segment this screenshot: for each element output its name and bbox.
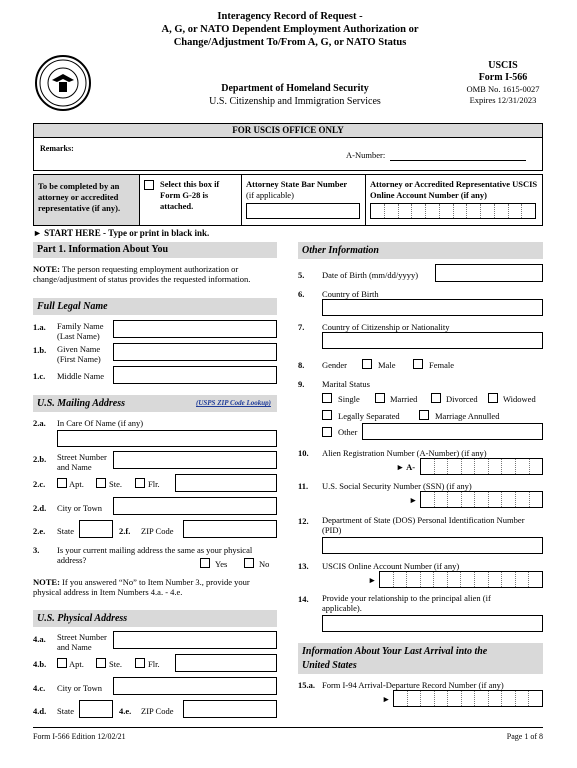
item-14-number: 14. [298, 594, 309, 604]
widowed-label: Widowed [503, 394, 536, 404]
given-name-label: Given Name (First Name) [57, 344, 101, 364]
zip-input[interactable] [183, 520, 277, 538]
city-label: City or Town [57, 503, 103, 513]
mailing-address-header: U.S. Mailing Address (USPS ZIP Code Lookup) [33, 395, 277, 412]
item-2e-number: 2.e. [33, 526, 46, 536]
ssn-arrow-icon: ► [409, 495, 418, 505]
item-12-number: 12. [298, 516, 309, 526]
item-10-number: 10. [298, 448, 309, 458]
dhs-seal-icon [35, 55, 91, 111]
care-of-label: In Care Of Name (if any) [57, 418, 144, 428]
zip-lookup-link[interactable]: (USPS ZIP Code Lookup) [196, 399, 271, 407]
item-2d-number: 2.d. [33, 503, 47, 513]
physical-street-input[interactable] [113, 631, 277, 649]
ssn-label: U.S. Social Security Number (SSN) (if any) [322, 481, 472, 491]
physical-address-note: NOTE: If you answered “No” to Item Number 3., provide your physical address in Item Numbers 4.a. - 4.e. [33, 577, 250, 597]
flr-label: Flr. [148, 479, 160, 489]
flr-checkbox[interactable] [135, 478, 145, 488]
gender-label: Gender [322, 360, 348, 370]
form-id-block: USCIS Form I-566 OMB No. 1615-0027 Expires 12/31/2023 [466, 60, 540, 105]
attorney-box [33, 174, 543, 226]
form-title: Interagency Record of Request - A, G, or NATO Dependent Employment Authorization or Change/Adjustment To/From A, G, or NATO Status [161, 11, 419, 48]
other-marital-label: Other [338, 427, 358, 437]
other-marital-input[interactable] [362, 423, 543, 440]
same-address-no-checkbox[interactable] [244, 558, 254, 568]
item-4e-number: 4.e. [119, 706, 132, 716]
part1-title: Part 1. Information About You [33, 242, 277, 258]
apt-label: Apt. [69, 479, 84, 489]
country-of-birth-label: Country of Birth [322, 289, 379, 299]
online-account-cell [366, 175, 542, 225]
item-1c-number: 1.c. [33, 371, 46, 381]
item-2b-number: 2.b. [33, 454, 47, 464]
footer-edition: Form I-566 Edition 12/02/21 [33, 732, 126, 741]
physical-apt-checkbox[interactable] [57, 658, 67, 668]
office-use-title: FOR USCIS OFFICE ONLY [34, 124, 542, 138]
dos-pid-input[interactable] [322, 537, 543, 554]
i94-input[interactable] [393, 690, 543, 707]
citizenship-input[interactable] [322, 332, 543, 349]
uscis-account-input[interactable] [379, 571, 543, 588]
female-checkbox[interactable] [413, 359, 423, 369]
item-13-number: 13. [298, 561, 309, 571]
a-number-input[interactable] [420, 458, 543, 475]
g28-cell [140, 175, 242, 225]
a-number-line [390, 160, 526, 161]
ssn-input[interactable] [420, 491, 543, 508]
item-1b-number: 1.b. [33, 345, 47, 355]
unit-number-input[interactable] [175, 474, 277, 492]
annulled-label: Marriage Annulled [435, 411, 500, 421]
item-6-number: 6. [298, 289, 305, 299]
physical-flr-checkbox[interactable] [135, 658, 145, 668]
physical-apt-label: Apt. [69, 659, 84, 669]
male-label: Male [378, 360, 396, 370]
bar-number-sub: (if applicable) [246, 190, 294, 200]
item-5-number: 5. [298, 270, 305, 280]
street-label: Street Number and Name [57, 452, 107, 472]
last-arrival-header: Information About Your Last Arrival into the United States [298, 643, 543, 674]
divorced-checkbox[interactable] [431, 393, 441, 403]
i94-label: Form I-94 Arrival-Departure Record Number (if any) [322, 680, 504, 690]
i94-arrow-icon: ► [382, 694, 391, 704]
g28-label: Select this box if Form G-28 is attached. [160, 179, 220, 211]
footer-page-number: Page 1 of 8 [506, 732, 543, 741]
apt-checkbox[interactable] [57, 478, 67, 488]
relationship-input[interactable] [322, 615, 543, 632]
married-label: Married [390, 394, 418, 404]
item-4a-number: 4.a. [33, 634, 46, 644]
city-input[interactable] [113, 497, 277, 515]
office-use-box [33, 123, 543, 171]
a-number-item-label: Alien Registration Number (A-Number) (if any) [322, 448, 487, 458]
uscis-account-label: USCIS Online Account Number (if any) [322, 561, 460, 571]
yes-label: Yes [215, 559, 228, 569]
item-4c-number: 4.c. [33, 683, 46, 693]
dob-input[interactable] [435, 264, 543, 282]
item-2c-number: 2.c. [33, 479, 46, 489]
dos-pid-label: Department of State (DOS) Personal Identification Number (PID) [322, 515, 525, 535]
middle-name-label: Middle Name [57, 371, 104, 381]
attorney-online-account-input[interactable] [370, 203, 536, 219]
item-4b-number: 4.b. [33, 659, 47, 669]
physical-city-label: City or Town [57, 683, 103, 693]
zip-label: ZIP Code [141, 526, 174, 536]
relationship-label: Provide your relationship to the principal alien (if applicable). [322, 593, 491, 613]
same-address-yes-checkbox[interactable] [200, 558, 210, 568]
physical-ste-checkbox[interactable] [96, 658, 106, 668]
no-label: No [259, 559, 270, 569]
female-label: Female [429, 360, 455, 370]
item-15a-number: 15.a. [298, 680, 315, 690]
physical-state-input[interactable] [79, 700, 113, 718]
physical-street-label: Street Number and Name [57, 632, 107, 652]
state-input[interactable] [79, 520, 113, 538]
family-name-label: Family Name (Last Name) [57, 321, 104, 341]
physical-state-label: State [57, 706, 74, 716]
state-label: State [57, 526, 74, 536]
physical-unit-input[interactable] [175, 654, 277, 672]
ste-label: Ste. [109, 479, 122, 489]
ste-checkbox[interactable] [96, 478, 106, 488]
part1-note: NOTE: The person requesting employment authorization or change/adjustment of status provides the requested information. [33, 264, 251, 284]
street-input[interactable] [113, 451, 277, 469]
g28-checkbox[interactable] [144, 180, 154, 190]
footer-rule [33, 727, 543, 728]
online-account-label: Attorney or Accredited Representative USCIS Online Account Number (if any) [370, 179, 538, 200]
a-number-label: A-Number: [346, 150, 386, 160]
country-of-birth-input[interactable] [322, 299, 543, 316]
divorced-label: Divorced [446, 394, 478, 404]
item-3-number: 3. [33, 545, 40, 555]
bar-number-cell [242, 175, 366, 225]
widowed-checkbox[interactable] [488, 393, 498, 403]
married-checkbox[interactable] [375, 393, 385, 403]
item-7-number: 7. [298, 322, 305, 332]
remarks-label: Remarks: [40, 144, 74, 153]
department-block: Department of Homeland Security U.S. Citizenship and Immigration Services [209, 83, 381, 107]
middle-name-input[interactable] [113, 366, 277, 384]
full-legal-name-header: Full Legal Name [33, 298, 277, 315]
other-marital-checkbox[interactable] [322, 427, 332, 437]
item-1a-number: 1.a. [33, 322, 46, 332]
marital-status-label: Marital Status [322, 379, 370, 389]
physical-address-header: U.S. Physical Address [33, 610, 277, 627]
separated-checkbox[interactable] [322, 410, 332, 420]
item-11-number: 11. [298, 481, 309, 491]
care-of-input[interactable] [57, 430, 277, 447]
physical-zip-input[interactable] [183, 700, 277, 718]
citizenship-label: Country of Citizenship or Nationality [322, 322, 450, 332]
item-8-number: 8. [298, 360, 305, 370]
same-address-question: Is your current mailing address the same as your physical address? [57, 545, 253, 565]
family-name-input[interactable] [113, 320, 277, 338]
single-checkbox[interactable] [322, 393, 332, 403]
item-2f-number: 2.f. [119, 526, 131, 536]
physical-flr-label: Flr. [148, 659, 160, 669]
item-2a-number: 2.a. [33, 418, 46, 428]
a-number-prefix: ► A- [396, 462, 416, 472]
single-label: Single [338, 394, 360, 404]
dob-label: Date of Birth (mm/dd/yyyy) [322, 270, 419, 280]
separated-label: Legally Separated [338, 411, 400, 421]
given-name-input[interactable] [113, 343, 277, 361]
bar-number-input[interactable] [246, 203, 360, 219]
male-checkbox[interactable] [362, 359, 372, 369]
physical-zip-label: ZIP Code [141, 706, 174, 716]
bar-number-label: Attorney State Bar Number [246, 179, 348, 189]
physical-ste-label: Ste. [109, 659, 122, 669]
item-9-number: 9. [298, 379, 305, 389]
item-4d-number: 4.d. [33, 706, 47, 716]
start-here-instruction: ► START HERE - Type or print in black ink. [33, 228, 210, 238]
uscis-account-arrow-icon: ► [368, 575, 377, 585]
attorney-completed-by: To be completed by an attorney or accredited representative (if any). [34, 175, 140, 225]
other-information-header: Other Information [298, 242, 543, 259]
annulled-checkbox[interactable] [419, 410, 429, 420]
physical-city-input[interactable] [113, 677, 277, 695]
